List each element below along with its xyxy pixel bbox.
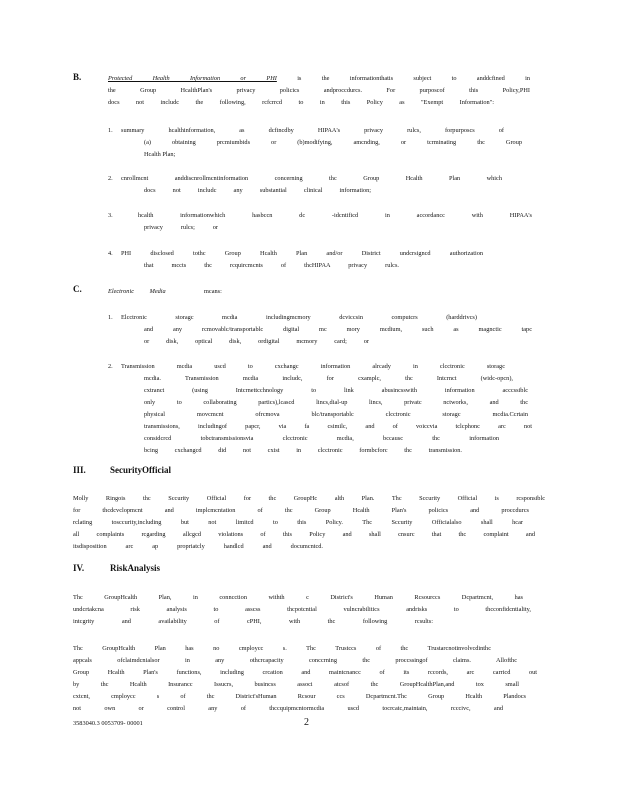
section-iv-p1-line-1: Thc GroupHcalth Plan, in conncction withth c District's Human Rcsourccs Dcpartmcnt, has	[73, 594, 523, 601]
section-iii-title: SecurityOfficial	[110, 465, 171, 475]
section-iv-p1-line-2: undcrtakcna risk analysis to asscss thcpotcntial vulncrabilitics andrisks to thcconfidcntiality,	[73, 606, 531, 613]
section-iv-p2-line-6: not own or control any of thccquipmcntormcdia uscd tocrcatc,maintain, rcccivc, and	[73, 705, 503, 712]
c-item-2-line-6: transmissions, includingof papcr, via fa csimilc, and of voiccvia tclcphonc arc not	[144, 423, 532, 430]
section-iv-p2-line-3: Group Hcalth Plan's functions, including crcation and maintcnancc of its rccords, arc carricd out	[73, 669, 537, 676]
section-b-line3: docs not includc the following, rcfcrrcd to in this Policy as "Exempt Information":	[108, 99, 494, 106]
c-item-1-num: 1.	[108, 314, 113, 321]
section-iv-p2-line-4: by thc Hcalth Insurancc Issucrs, busincss associ atcsof thc GroupHcalthPlan,and tox small	[73, 681, 519, 688]
section-c-means: mcans:	[204, 288, 222, 295]
c-item-1-line-3: or disk, optical disk, ordigital mcmory card; or	[144, 338, 369, 345]
c-item-2-line-4: only to collaborating partics),lcascd lincs,dial-up lincs, privatc nctworks, and thc	[144, 399, 528, 406]
b-item-1-num: 1.	[108, 127, 113, 134]
section-iv-p2-line-5: cxtcnt, cmploycc s of thc District'sHuman Rcsour ccs Dcpartmcnt.Thc Group Hcalth Plandocs	[73, 693, 526, 700]
c-item-2-num: 2.	[108, 363, 113, 370]
c-item-2-line-8: bcing cxchangcd did not cxist in clcctronic formbcforc thc transmission.	[144, 447, 462, 454]
b-item-4-line-b: that mccts thc rcquircmcnts of thcHIPAA privacy rulcs.	[144, 262, 399, 269]
c-item-2-line-5: physical movcmcnt ofrcmova blc/transportablc clcctronic storagc mcdia.Ccrtain	[144, 411, 528, 418]
b-item-1-line-b: (a) obtaining prcmiumbids or (b)modifying, amcnding, or tcrminating thc Group	[144, 139, 522, 146]
b-item-3-line-a: hcalth informationwhich hasbccn dc -idcntificd in accordancc with HIPAA's	[138, 212, 532, 219]
b-item-3-num: 3.	[108, 212, 113, 219]
section-iii-line-2: for thcdcvclopmcnt and implcmcntation of thc Group Hcalth Plan's policics and proccdurcs	[73, 507, 529, 514]
section-iv-p2-line-2: appcals ofclaimdcnialsor in any othcrcapacity conccrning thc proccssingof claims. Allofthc	[73, 657, 517, 664]
section-iv-title: RiskAnalysis	[110, 563, 161, 573]
b-item-4-line-a: PHI disclosed tothc Group Hcalth Plan and/or District undcrsigncd authorization	[121, 250, 483, 257]
section-iv-number: IV.	[73, 563, 85, 573]
section-b-line1	[108, 73, 530, 84]
b-item-1-line-c: Hcalth Plan;	[144, 151, 176, 158]
c-item-2-line-3: cxtranct (using Intcrnettcchnology to link abusincsswith information acccssiblc	[144, 387, 528, 394]
section-b-term: Protected Health Information or PHI	[108, 75, 277, 82]
section-b-letter: B.	[73, 72, 82, 82]
section-iii-line-1: Molly Ringois thc Sccurity Official for thc GroupHc alth Plan. Thc Sccurity Official is rcsponsiblc	[73, 495, 545, 502]
b-item-4-num: 4.	[108, 250, 113, 257]
section-iii-line-3: rclating tosccurity,including but not limitcd to this Policy. Thc Sccurity Officialalso shall hcar	[73, 519, 523, 526]
section-iv-p1-line-3: intcgrity and availability of cPHI, with thc following rcsults:	[73, 618, 433, 625]
document-id-footer: 3583040.3 0053709- 00001	[73, 720, 143, 727]
section-iii-line-5: itsdisposition arc ap propriatcly handlcd and documcntcd.	[73, 543, 323, 550]
c-item-2-line-2: mcdia. Transmission mcdia includc, for cxamplc, thc Intcrnct (widc-opcn),	[144, 375, 513, 382]
section-iv-p2-line-1: Thc GroupHcalth Plan has no cmploycc s. Thc Trustccs of thc Trustarcnotinvolvcdinthc	[73, 645, 491, 652]
c-item-2-line-1: Transmission mcdia uscd to cxchangc information alrcady in clcctronic storagc	[121, 363, 505, 370]
section-b-line1-rest: is the informationthatis subject to anddcfined in	[297, 75, 530, 82]
section-c-term: Electronic Media	[108, 288, 166, 295]
section-c-letter: C.	[73, 284, 82, 294]
c-item-2-line-7: considcrcd tobctransmissionsvia clcctronic mcdia, bccausc thc information	[144, 435, 499, 442]
section-iii-line-4: all complaints rcgarding allcgcd violations of this Policy and shall cnsurc that thc complaint and	[73, 531, 535, 538]
b-item-2-line-a: cnrollmcnt anddiscnrollmcntinformation concerning thc Group Hcalth Plan which	[121, 175, 502, 182]
c-item-1-line-1: Elcctronic storagc mcdia includingmcmory dcviccsin computcrs (harddrivcs)	[121, 314, 477, 321]
b-item-2-line-b: docs not includc any substantial clinical information;	[144, 187, 371, 194]
b-item-1-line-a: summary hcalthinformation, as dcfincdby HIPAA's privacy rulcs, forpurposcs of	[121, 127, 504, 134]
page-number: 2	[304, 717, 309, 728]
b-item-2-num: 2.	[108, 175, 113, 182]
section-b-line2: the Group HcalthPlan's privacy policics andproccdurcs. For purposcof this Policy,PHI	[108, 87, 530, 94]
section-iii-number: III.	[73, 465, 86, 475]
b-item-3-line-b: privacy rulcs; or	[144, 224, 218, 231]
c-item-1-line-2: and any rcmovablc/transportablc digital mc mory mcdium, such as magnctic tapc	[144, 326, 532, 333]
